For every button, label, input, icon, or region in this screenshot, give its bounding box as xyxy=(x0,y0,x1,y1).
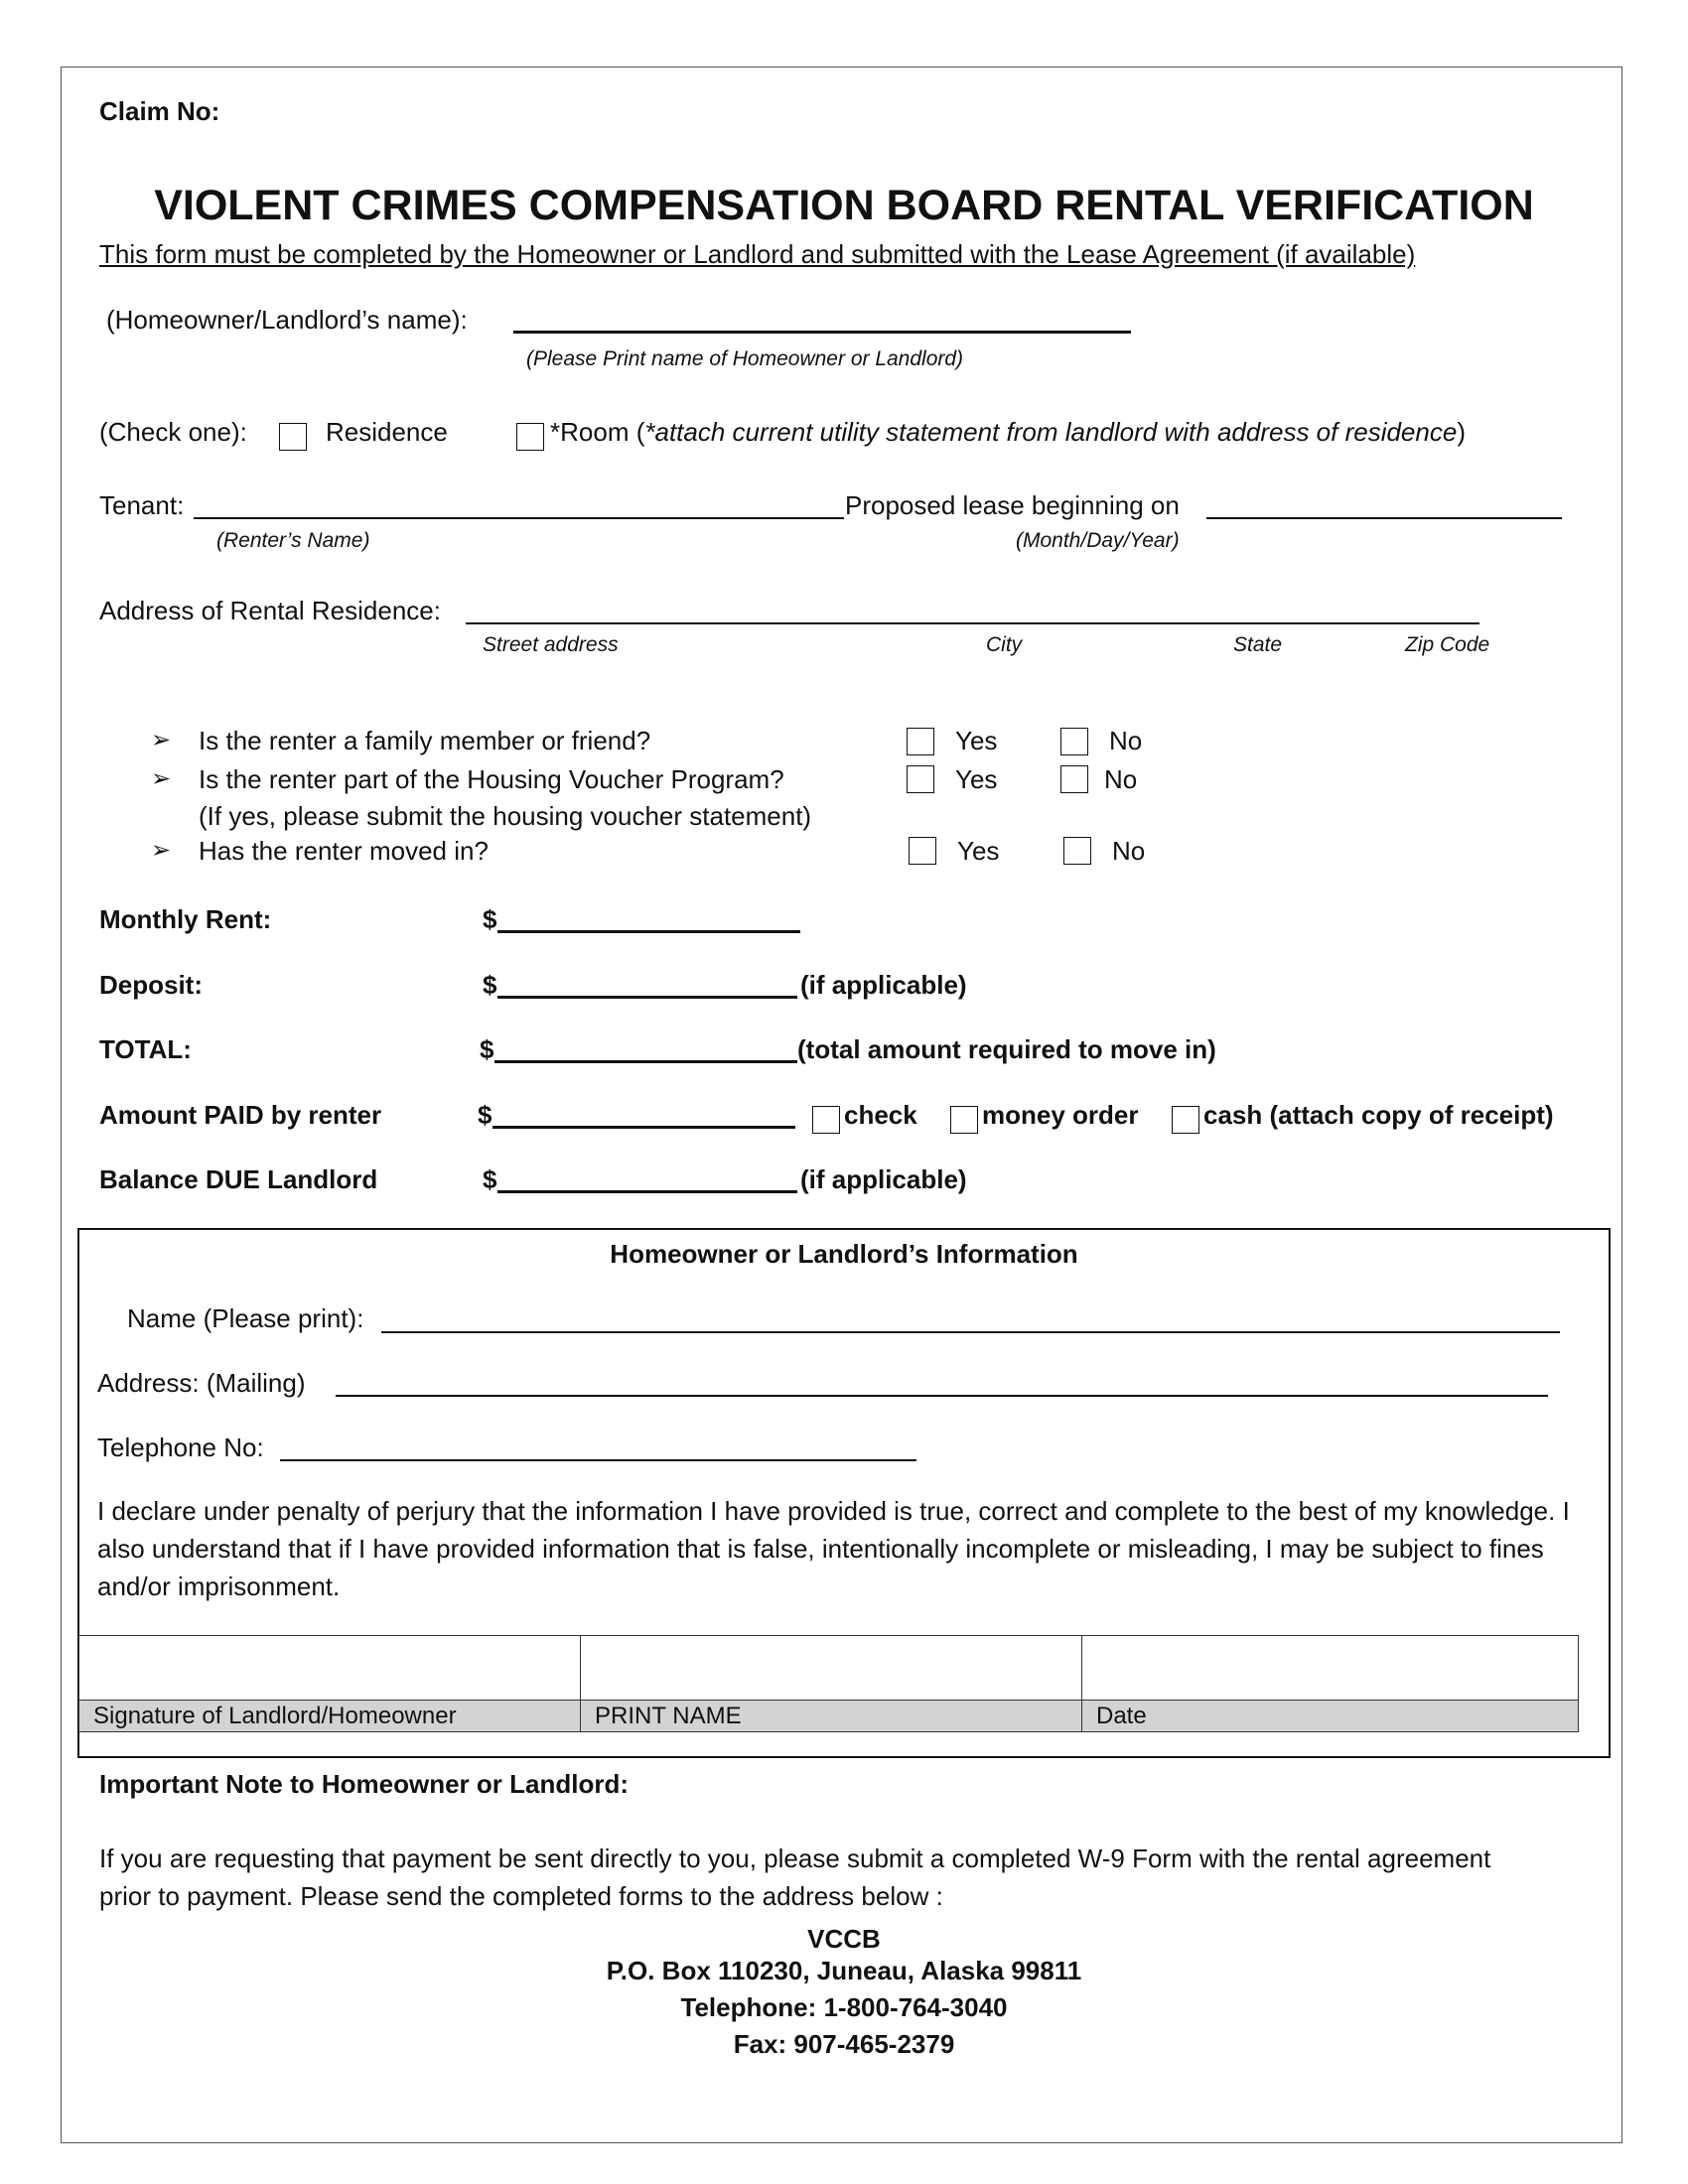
deposit-note: (if applicable) xyxy=(800,970,967,1000)
print-name-field[interactable] xyxy=(581,1636,1082,1701)
amount-paid-label: Amount PAID by renter xyxy=(99,1100,382,1130)
signature-field[interactable] xyxy=(79,1636,581,1701)
balance-note: (if applicable) xyxy=(800,1164,967,1194)
housing-voucher-no-checkbox[interactable] xyxy=(1060,765,1088,793)
landlord-info-heading: Homeowner or Landlord’s Information xyxy=(610,1239,1078,1269)
arrow-bullet-icon: ➢ xyxy=(151,765,172,792)
dollar-sign: $ xyxy=(478,1100,492,1130)
monthly-rent-label: Monthly Rent: xyxy=(99,904,272,934)
residence-label: Residence xyxy=(326,417,448,447)
housing-voucher-yes-label: Yes xyxy=(955,764,998,794)
signature-table xyxy=(78,1635,1579,1732)
dollar-sign: $ xyxy=(483,904,497,934)
dollar-sign: $ xyxy=(483,1164,497,1194)
landlord-name-label: (Homeowner/Landlord’s name): xyxy=(106,305,468,335)
check-payment-checkbox[interactable] xyxy=(812,1106,840,1134)
important-note-body: If you are requesting that payment be sent directly to you, please submit a completed W-9 Form with the rental agreement prior to payment. Please send the completed forms to the address below : xyxy=(99,1843,1491,1911)
dollar-sign: $ xyxy=(483,970,497,1000)
date-column-label: Date xyxy=(1082,1701,1579,1732)
lease-start-hint: (Month/Day/Year) xyxy=(1016,529,1180,552)
lease-start-field[interactable] xyxy=(1206,517,1562,519)
moved-in-no-label: No xyxy=(1112,836,1146,866)
form-subtitle: This form must be completed by the Homeowner or Landlord and submitted with the Lease Agreement (if available) xyxy=(99,239,1416,269)
vccb-telephone: Telephone: 1-800-764-3040 xyxy=(680,1992,1008,2022)
info-name-field[interactable] xyxy=(381,1331,1560,1333)
city-hint: City xyxy=(986,633,1023,656)
deposit-field[interactable] xyxy=(497,996,797,999)
dollar-sign: $ xyxy=(480,1034,494,1064)
monthly-rent-field[interactable] xyxy=(497,930,800,933)
info-phone-field[interactable] xyxy=(280,1459,916,1461)
amount-paid-field[interactable] xyxy=(492,1126,795,1129)
lease-start-label: Proposed lease beginning on xyxy=(845,490,1180,520)
vccb-org: VCCB xyxy=(807,1924,881,1954)
tenant-name-field[interactable] xyxy=(194,517,844,519)
question-family-friend: Is the renter a family member or friend? xyxy=(199,726,651,755)
room-label: *Room (*attach current utility statement from landlord with address of residence) xyxy=(550,417,1466,447)
moved-in-no-checkbox[interactable] xyxy=(1063,837,1091,865)
rental-address-field[interactable] xyxy=(466,622,1479,624)
moved-in-yes-checkbox[interactable] xyxy=(909,837,936,865)
arrow-bullet-icon: ➢ xyxy=(151,727,172,753)
total-field[interactable] xyxy=(494,1060,797,1063)
vccb-fax: Fax: 907-465-2379 xyxy=(733,2029,955,2059)
residence-checkbox[interactable] xyxy=(279,423,307,451)
deposit-label: Deposit: xyxy=(99,970,203,1000)
money-order-label: money order xyxy=(982,1100,1139,1130)
claim-number-label: Claim No: xyxy=(99,96,220,126)
form-title: VIOLENT CRIMES COMPENSATION BOARD RENTAL VERIFICATION xyxy=(154,182,1534,229)
landlord-name-field[interactable] xyxy=(513,331,1131,334)
state-hint: State xyxy=(1233,633,1283,656)
check-payment-label: check xyxy=(844,1100,917,1130)
housing-voucher-yes-checkbox[interactable] xyxy=(907,765,934,793)
family-friend-yes-label: Yes xyxy=(955,726,998,755)
tenant-label: Tenant: xyxy=(99,490,185,520)
balance-due-field[interactable] xyxy=(497,1190,797,1193)
total-note: (total amount required to move in) xyxy=(797,1034,1216,1064)
moved-in-yes-label: Yes xyxy=(957,836,1000,866)
room-note: *attach current utility statement from landlord with address of residence xyxy=(644,417,1458,447)
zip-hint: Zip Code xyxy=(1405,633,1490,656)
tenant-name-hint: (Renter’s Name) xyxy=(216,529,370,552)
date-field[interactable] xyxy=(1082,1636,1579,1701)
money-order-checkbox[interactable] xyxy=(950,1106,978,1134)
family-friend-no-label: No xyxy=(1109,726,1143,755)
signature-column-label: Signature of Landlord/Homeowner xyxy=(79,1701,581,1732)
print-name-column-label: PRINT NAME xyxy=(581,1701,1082,1732)
housing-voucher-no-label: No xyxy=(1104,764,1138,794)
vccb-po-box: P.O. Box 110230, Juneau, Alaska 99811 xyxy=(606,1956,1082,1985)
family-friend-yes-checkbox[interactable] xyxy=(907,728,934,755)
arrow-bullet-icon: ➢ xyxy=(151,837,172,864)
housing-voucher-note: (If yes, please submit the housing voucher statement) xyxy=(199,801,812,831)
cash-label: cash (attach copy of receipt) xyxy=(1203,1100,1554,1130)
rental-address-label: Address of Rental Residence: xyxy=(99,596,441,625)
room-checkbox[interactable] xyxy=(516,423,544,451)
total-label: TOTAL: xyxy=(99,1034,192,1064)
important-note-heading: Important Note to Homeowner or Landlord: xyxy=(99,1769,629,1799)
info-phone-label: Telephone No: xyxy=(97,1433,264,1462)
cash-checkbox[interactable] xyxy=(1172,1106,1199,1134)
family-friend-no-checkbox[interactable] xyxy=(1060,728,1088,755)
info-name-label: Name (Please print): xyxy=(127,1303,364,1333)
info-address-label: Address: (Mailing) xyxy=(97,1368,306,1398)
question-moved-in: Has the renter moved in? xyxy=(199,836,489,866)
perjury-declaration: I declare under penalty of perjury that the information I have provided is true, correct and complete to the best of my knowledge. I also understand that if I have provided information that is false, intentionally incomplete or misleading, I may be subject to fines and/or imprisonment. xyxy=(97,1496,1570,1601)
landlord-name-hint: (Please Print name of Homeowner or Landlord) xyxy=(526,347,964,370)
question-housing-voucher: Is the renter part of the Housing Voucher Program? xyxy=(199,764,784,794)
balance-due-label: Balance DUE Landlord xyxy=(99,1164,378,1194)
street-hint: Street address xyxy=(483,633,619,656)
info-address-field[interactable] xyxy=(336,1395,1548,1397)
check-one-label: (Check one): xyxy=(99,417,247,447)
